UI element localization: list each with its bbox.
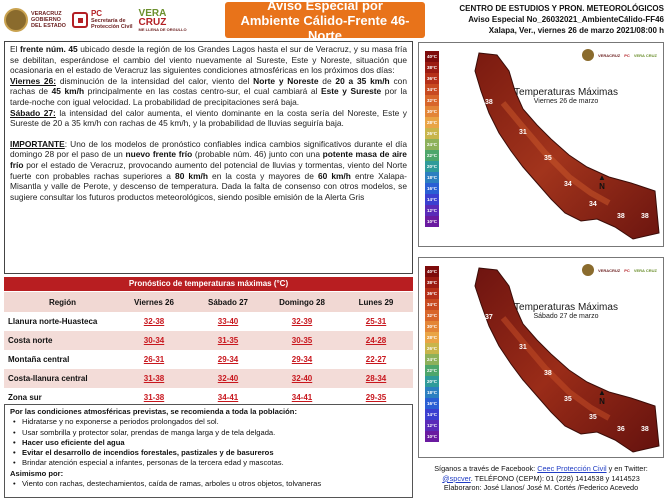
map-temp-label: 35 [589,414,597,421]
list-item: • Viento con rachas, destechamientos, caída de ramas, arboles u otros objetos, tolvaneras [10,479,407,489]
map-temp-label: 35 [544,155,552,162]
temperature-legend: 40°C 38°C 36°C 34°C 32°C 30°C 28°C 26°C 24°C 22°C 20°C 18°C 16°C 14°C 12°C 10°C [425,51,439,227]
map-temp-label: 38 [641,213,649,220]
paragraph-viernes: Viernes 26: disminución de la intensidad del calor, viento del Norte y Noreste de 20 a 35 km/h con rachas de 45 km/h principalmente en las costas centro-sur, el cual cambiará al Este y Sureste por la tarde-noche con igual velocidad. La probabilidad de precipitaciones será baja. [10,75,408,107]
north-arrow-icon: ▲ N [598,388,606,406]
map-temp-label: 38 [485,99,493,106]
veracruz-map-1 [419,43,664,247]
north-arrow-icon: ▲ N [598,173,606,191]
paragraph-intro: El frente núm. 45 ubicado desde la región de los Grandes Lagos hasta el sur de Veracruz, y su masa fría se debilitan, esperándose el cambio del viento nuevamente al Sureste, Este y Noreste, situación que ocasionaria en el estado de Veracruz las siguientes condiciones atmosféricas en los próximos dos días: [10,44,408,76]
map-temp-label: 38 [544,370,552,377]
state-seal-icon [582,264,594,276]
list-item: • Hidratarse y no exponerse a periodos prolongados del sol. [10,417,407,427]
forecast-text [4,41,413,274]
map-temp-label: 35 [564,396,572,403]
col-header-region: Región [48,297,77,307]
map-temp-label: 34 [589,201,597,208]
table-row: Llanura norte-Huasteca 32-38 33-40 32-39 25-31 [4,312,413,331]
state-seal-icon [4,8,28,32]
title-banner [225,0,425,43]
temperature-table [4,292,413,407]
list-item: • Evitar el desarrollo de incendios forestales, pastizales y de basureros [10,448,407,458]
map-temp-label: 34 [564,181,572,188]
table-header-row [4,292,413,312]
place-date: Xalapa, Ver., viernes 26 de marzo 2021/08:00 h [488,26,664,35]
header-logos [4,3,219,37]
recs-heading: Por las condiciones atmosféricas previstas, se recomienda a toda la población: [10,407,297,416]
paragraph-importante: IMPORTANTE: Uno de los modelos de pronóstico confiables indica cambios significativos durante el día domingo 28 por el paso de un nuevo frente frío (probable núm. 46) junto con una potente masa de aire frío por el estado de Veracruz, provocando aumento del potencial de lluvias y tormentas, viento del Norte fuerte con probables rachas superiores a 80 km/h en la costa y mayores de 60 km/h entre Xalapa-Misantla y valle de Perote, y descenso de temperatura. Dada la falta de consenso con otros modelos, se sugiere consultar los futuros productos meteorológicos, siendo posible emisión de la Alerta Gris [10,138,407,202]
list-item: • Hacer uso eficiente del agua [10,438,407,448]
map-title: Temperaturas Máximas Sábado 27 de marzo [514,302,618,320]
vera-cruz-logo: VERA CRUZ ME LLENA DE ORGULLO [138,7,187,32]
col-header-sabado: Sábado 27 [207,297,248,307]
recs-also-heading: Asimismo por: [10,468,64,478]
contact-footer: Síganos a través de Facebook: Ceec Protección Civil y en Twitter: @spcver. TELÉFONO (CEPM): 01 (228) 1414538 y 1414523 Elaboraron: José Llanos/ José M. Cortés /Federico Acevedo [418,464,664,493]
map-temp-label: 38 [641,426,649,433]
map-temp-label: 37 [485,314,493,321]
center-name: CENTRO DE ESTUDIOS Y PRON. METEOROLÓGICOS [459,4,664,13]
aviso-id: Aviso Especial No_26032021_AmbienteCálido-FF46 [468,15,664,24]
authors: Elaboraron: José Llanos/ José M. Cortés /Federico Acevedo [443,483,639,492]
map-temp-label: 38 [617,213,625,220]
table-row: Zona sur 31-38 34-41 34-41 29-35 [4,388,413,407]
facebook-link[interactable]: Ceec Protección Civil [537,464,607,473]
list-item: • Usar sombrilla y protector solar, prendas de manga larga y de tela delgada. [10,428,407,438]
map-temp-label: 31 [519,344,527,351]
map-title: Temperaturas Máximas Viernes 26 de marzo [514,87,618,105]
veracruz-map-2 [419,258,664,458]
col-header-domingo: Domingo 28 [279,297,325,307]
map-temp-label: 31 [519,129,527,136]
twitter-link[interactable]: @spcver [442,473,471,483]
pc-logo: PC Secretaría de Protección Civil [72,10,133,30]
map-logos: VERACRUZ PC VERA CRUZ [582,49,657,61]
map-viernes [418,42,664,247]
table-title: Pronóstico de temperaturas máximas (°C) [4,277,413,291]
table-row: Costa norte 30-34 31-35 30-35 24-28 [4,331,413,350]
header [0,0,666,43]
veracruz-gov-logo: VERACRUZ GOBIERNO DEL ESTADO [4,8,66,32]
list-item: • Brindar atención especial a infantes, personas de la tercera edad y mascotas. [10,458,407,468]
state-seal-icon [582,49,594,61]
title-line-2: Ambiente Cálido-Frente 46-Norte [240,12,410,43]
title-line-1: Aviso Especial por [267,0,383,13]
col-header-lunes: Lunes 29 [358,297,394,307]
map-logos: VERACRUZ PC VERA CRUZ [582,264,657,276]
center-info [430,3,664,36]
recs-list [10,417,407,468]
table-row: Montaña central 26-31 29-34 29-34 22-27 [4,350,413,369]
paragraph-sabado: Sábado 27: la intensidad del calor aumenta, el viento dominante en la costa sería del Noreste, Este y Sureste de 20 a 35 km/h con rachas de 45 km/h, y la probabilidad de lluvias seguiría baja. [10,107,407,129]
col-header-viernes: Viernes 26 [134,297,174,307]
map-sabado [418,257,664,458]
recommendations [4,404,413,498]
map-temp-label: 36 [617,426,625,433]
table-row: Costa-llanura central 31-38 32-40 32-40 28-34 [4,369,413,388]
temperature-legend: 40°C 38°C 36°C 34°C 32°C 30°C 28°C 26°C 24°C 22°C 20°C 18°C 16°C 14°C 12°C 10°C [425,266,439,442]
pc-shield-icon [72,12,88,28]
